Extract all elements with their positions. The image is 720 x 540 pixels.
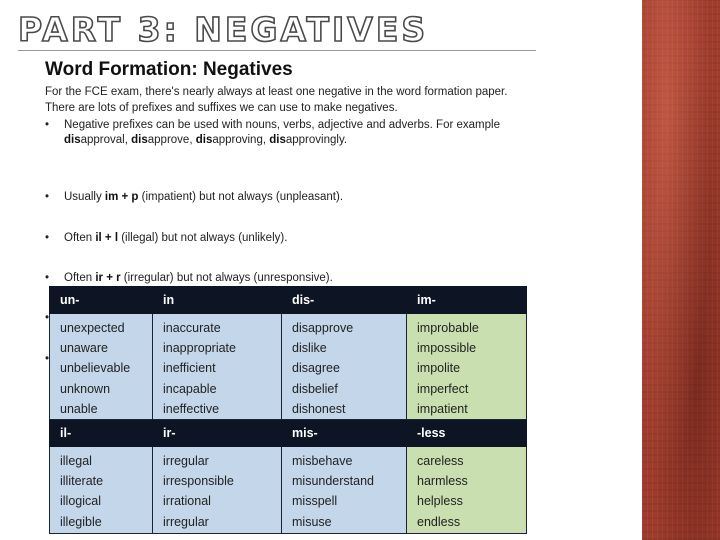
word: misunderstand bbox=[292, 474, 374, 489]
table-cell bbox=[282, 447, 407, 534]
rule-item: • Negative prefixes can be used with nouns, verbs, adjective and adverbs. For example disapproval, disapprove, disapproving, disapprovingly. bbox=[45, 119, 500, 146]
intro-paragraph: For the FCE exam, there's nearly always at least one negative in the word formation paper. There are lots of prefixes and suffixes we can use to make negatives. bbox=[45, 86, 508, 114]
word: inefficient bbox=[163, 361, 216, 376]
word: unknown bbox=[60, 381, 111, 396]
table-row bbox=[50, 447, 527, 534]
word: impatient bbox=[417, 401, 468, 416]
table-header-row bbox=[50, 420, 527, 447]
word: disagree bbox=[292, 361, 340, 376]
word: impossible bbox=[417, 341, 477, 356]
word: illegal bbox=[60, 454, 92, 469]
table-header-cell: dis- bbox=[282, 287, 407, 314]
word: illegible bbox=[60, 514, 102, 529]
slide-title: PART 3: NEGATIVES bbox=[18, 10, 429, 49]
table-cell bbox=[407, 314, 527, 420]
word: illiterate bbox=[60, 474, 104, 489]
word: dishonest bbox=[292, 401, 346, 416]
bullet-icon: • bbox=[45, 119, 50, 131]
word: careless bbox=[417, 454, 464, 469]
word: improbable bbox=[417, 321, 479, 335]
word: unaware bbox=[60, 341, 108, 356]
table-header-cell: in bbox=[153, 287, 282, 314]
word: ineffective bbox=[163, 401, 220, 416]
table-cell bbox=[153, 447, 282, 534]
table-cell bbox=[282, 314, 407, 420]
word: misuse bbox=[292, 514, 332, 529]
table-header-cell: un- bbox=[50, 287, 153, 314]
bullet-icon: • bbox=[45, 191, 50, 203]
word: helpless bbox=[417, 494, 463, 509]
word: inappropriate bbox=[163, 341, 236, 356]
table-cell bbox=[50, 314, 153, 420]
word: harmless bbox=[417, 474, 468, 489]
word: misbehave bbox=[292, 454, 353, 469]
table-cell bbox=[50, 447, 153, 534]
word: incapable bbox=[163, 381, 217, 396]
rule-item: • Often ir + r (irregular) but not always (unresponsive). bbox=[45, 272, 333, 284]
table-header-cell: ir- bbox=[153, 420, 282, 447]
table-header-cell: -less bbox=[407, 420, 527, 447]
table-header-cell: mis- bbox=[282, 420, 407, 447]
word: disbelief bbox=[292, 381, 338, 396]
table-header-cell: im- bbox=[407, 287, 527, 314]
table-cell bbox=[407, 447, 527, 534]
table-header-row bbox=[50, 287, 527, 314]
word: unbelievable bbox=[60, 361, 131, 376]
word: endless bbox=[417, 514, 461, 529]
rule-item: • Usually im + p (impatient) but not always (unpleasant). bbox=[45, 191, 344, 203]
word: irregular bbox=[163, 514, 209, 529]
table-cell bbox=[153, 314, 282, 420]
table-header-cell: il- bbox=[50, 420, 153, 447]
word: imperfect bbox=[417, 381, 469, 396]
word: unable bbox=[60, 401, 98, 416]
word: misspell bbox=[292, 494, 338, 509]
word: unexpected bbox=[60, 321, 125, 335]
word: irregular bbox=[163, 454, 209, 469]
word: irrational bbox=[163, 494, 211, 509]
bullet-icon: • bbox=[45, 272, 50, 284]
word: irresponsible bbox=[163, 474, 234, 489]
title-divider bbox=[18, 50, 536, 51]
word: disapprove bbox=[292, 321, 354, 335]
negatives-table bbox=[49, 286, 527, 534]
word: illogical bbox=[60, 494, 101, 509]
bullet-icon: • bbox=[45, 232, 50, 244]
bullet-icon: • bbox=[45, 353, 50, 365]
decorative-side-panel bbox=[642, 0, 720, 540]
word: inaccurate bbox=[163, 321, 221, 335]
table-row bbox=[50, 314, 527, 420]
word: impolite bbox=[417, 361, 461, 376]
document-heading: Word Formation: Negatives bbox=[45, 59, 293, 80]
word: dislike bbox=[292, 341, 327, 356]
rule-item: • Often il + l (illegal) but not always (unlikely). bbox=[45, 232, 288, 244]
bullet-icon: • bbox=[45, 312, 50, 324]
